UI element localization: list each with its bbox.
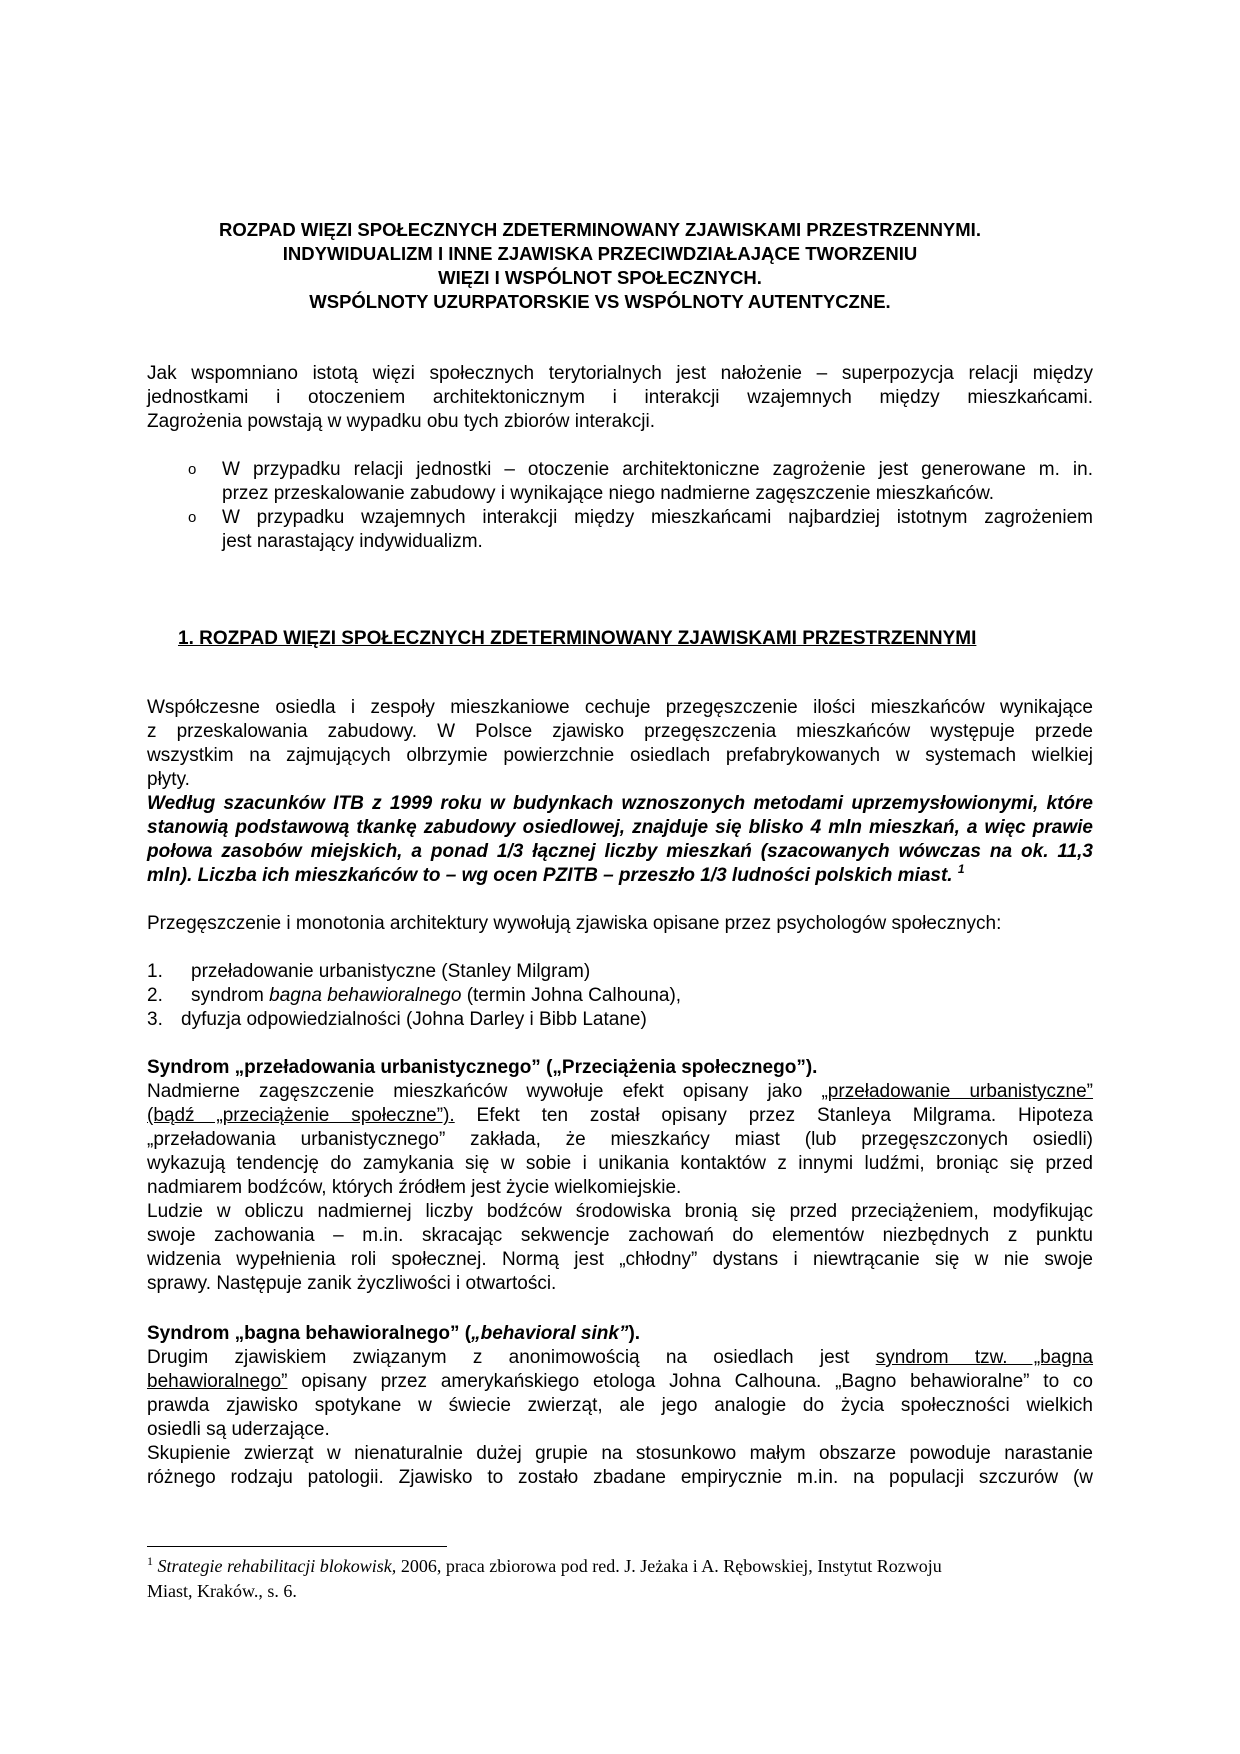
underlined-term: syndrom tzw. „bagna	[875, 1347, 1094, 1368]
intro-paragraph	[147, 362, 1093, 434]
text-line: widzenia wypełnienia roli społecznej. Normą jest „chłodny” dystans i niewtrącanie się w nie swoje	[147, 1249, 1093, 1270]
text-line: Współczesne osiedla i zespoły mieszkaniowe cechuje przegęszczenie ilości mieszkańców wynikające	[147, 697, 1093, 718]
text-line: nadmiarem bodźców, których źródłem jest życie wielkomiejskie.	[147, 1177, 682, 1198]
text-line: Ludzie w obliczu nadmiernej liczby bodźców środowiska bronią się przed przeciążeniem, modyfikując	[147, 1201, 1093, 1222]
footnote-reference[interactable]: 1	[957, 862, 965, 876]
text-line: Skupienie zwierząt w nienaturalnie dużej grupie na stosunkowo małym obszarze powoduje narastanie	[147, 1443, 1093, 1464]
italic-line	[147, 864, 1093, 888]
text-line	[147, 1346, 1093, 1370]
text-line: osiedli są uderzające.	[147, 1419, 330, 1440]
body-paragraph	[147, 696, 1093, 888]
footnote-title: Strategie rehabilitacji blokowisk,	[157, 1556, 397, 1576]
text-line: Jak wspomniano istotą więzi społecznych terytorialnych jest nałożenie – superpozycja relacji między	[147, 363, 1093, 384]
bullet-marker: o	[188, 461, 197, 478]
italic-line: połowa zasobów miejskich, a ponad 1/3 łącznej liczby mieszkań (szacowanych wówczas na ok. 11,3	[147, 841, 1093, 862]
text-line: jest narastający indywidualizm.	[222, 531, 483, 552]
text-line: Przegęszczenie i monotonia architektury wywołują zjawiska opisane przez psychologów społecznych:	[147, 913, 1002, 934]
text: ).	[628, 1323, 641, 1344]
text-line: sprawy. Następuje zanik życzliwości i otwartości.	[147, 1273, 557, 1294]
italic-line: stanowią podstawową tkankę zabudowy osiedlowej, znajduje się blisko 4 mln mieszkań, a więc prawie	[147, 817, 1093, 838]
intro-to-list	[147, 912, 1093, 936]
section-calhoun	[147, 1322, 1093, 1490]
italic-text: mln). Liczba ich mieszkańców to – wg ocen PZITB – przeszło 1/3 ludności polskich miast.	[147, 865, 953, 886]
title-line: ROZPAD WIĘZI SPOŁECZNYCH ZDETERMINOWANY ZJAWISKAMI PRZESTRZENNYMI.	[219, 219, 981, 240]
text: Drugim zjawiskiem związanym z anonimowością na osiedlach jest	[147, 1347, 876, 1368]
emphasis: bagna behawioralnego	[269, 985, 462, 1006]
section-heading: 1. ROZPAD WIĘZI SPOŁECZNYCH ZDETERMINOWANY ZJAWISKAMI PRZESTRZENNYMI	[178, 628, 977, 649]
footnote	[147, 1554, 1093, 1604]
subsection-heading	[147, 1322, 1093, 1346]
text-line: różnego rodzaju patologii. Zjawisko to zostało zbadane empirycznie m.in. na populacji szczurów (w	[147, 1467, 1093, 1488]
section-milgram	[147, 1056, 1093, 1296]
list-number: 2.	[147, 985, 163, 1006]
list-text	[191, 984, 681, 1008]
text-line: Zagrożenia powstają w wypadku obu tych zbiorów interakcji.	[147, 411, 655, 432]
text-line: wykazują tendencję do zamykania się w sobie i unikania kontaktów z innymi ludźmi, broniąc się przed	[147, 1153, 1093, 1174]
text-line: W przypadku wzajemnych interakcji między mieszkańcami najbardziej istotnym zagrożeniem	[222, 507, 1093, 528]
text: Nadmierne zagęszczenie mieszkańców wywołuje efekt opisany jako	[147, 1081, 822, 1102]
list-text: dyfuzja odpowiedzialności (Johna Darley i Bibb Latane)	[181, 1009, 647, 1030]
list-text: przeładowanie urbanistyczne (Stanley Milgram)	[191, 961, 591, 982]
document-title	[150, 218, 1050, 314]
emphasis: „behavioral sink”	[471, 1323, 629, 1344]
title-line: WIĘZI I WSPÓLNOT SPOŁECZNYCH.	[438, 267, 762, 288]
text-line: jednostkami i otoczeniem architektonicznym i interakcji wzajemnych między mieszkańcami.	[147, 387, 1093, 408]
footnote-line	[147, 1554, 1093, 1579]
text: 2006, praca zbiorowa pod red. J. Jeżaka i A. Rębowskiej, Instytut Rozwoju	[396, 1556, 942, 1576]
text-line	[147, 1104, 1093, 1128]
text-line: z przeskalowania zabudowy. W Polsce zjawisko przegęszczenia mieszkańców występuje przede	[147, 721, 1093, 742]
text: syndrom	[191, 985, 270, 1006]
text: Efekt ten został opisany przez Stanleya Milgrama. Hipoteza	[454, 1105, 1093, 1126]
footnote-separator	[147, 1546, 447, 1547]
text: (termin Johna Calhouna),	[461, 985, 682, 1006]
text-line	[147, 1370, 1093, 1394]
text: Syndrom „bagna behawioralnego” (	[147, 1323, 472, 1344]
text-line: przez przeskalowanie zabudowy i wynikające niego nadmierne zagęszczenie mieszkańców.	[222, 483, 995, 504]
text-line: wszystkim na zajmujących olbrzymie powierzchnie osiedlach prefabrykowanych w systemach wielkiej	[147, 745, 1093, 766]
list-number: 1.	[147, 961, 163, 982]
text-line	[147, 1080, 1093, 1104]
list-number: 3.	[147, 1009, 163, 1030]
underlined-term: behawioralnego”	[147, 1371, 288, 1392]
text-line: płyty.	[147, 769, 190, 790]
footnote-number: 1	[147, 1554, 153, 1568]
underlined-term: (bądź „przeciążenie społeczne”).	[147, 1105, 455, 1126]
text-line: prawda zjawisko spotykane w świecie zwierząt, ale jego analogie do życia społeczności wielkich	[147, 1395, 1093, 1416]
text: opisany przez amerykańskiego etologa Johna Calhouna. „Bagno behawioralne” to co	[287, 1371, 1093, 1392]
underlined-term: „przeładowanie urbanistyczne”	[821, 1081, 1094, 1102]
text-line: „przeładowania urbanistycznego” zakłada, że mieszkańcy miast (lub przegęszczonych osiedli)	[147, 1129, 1093, 1150]
subsection-heading: Syndrom „przeładowania urbanistycznego” („Przeciążenia społecznego”).	[147, 1057, 818, 1078]
bullet-marker: o	[188, 509, 197, 526]
text-line: swoje zachowania – m.in. skracając sekwencje zachowań do elementów niezbędnych z punktu	[147, 1225, 1093, 1246]
italic-line: Według szacunków ITB z 1999 roku w budynkach wznoszonych metodami uprzemysłowionymi, które	[147, 793, 1093, 814]
footnote-line: Miast, Kraków., s. 6.	[147, 1581, 297, 1601]
title-line: INDYWIDUALIZM I INNE ZJAWISKA PRZECIWDZIAŁAJĄCE TWORZENIU	[282, 243, 918, 264]
title-line: WSPÓLNOTY UZURPATORSKIE VS WSPÓLNOTY AUTENTYCZNE.	[309, 291, 891, 312]
text-line: W przypadku relacji jednostki – otoczenie architektoniczne zagrożenie jest generowane m. in.	[222, 459, 1093, 480]
